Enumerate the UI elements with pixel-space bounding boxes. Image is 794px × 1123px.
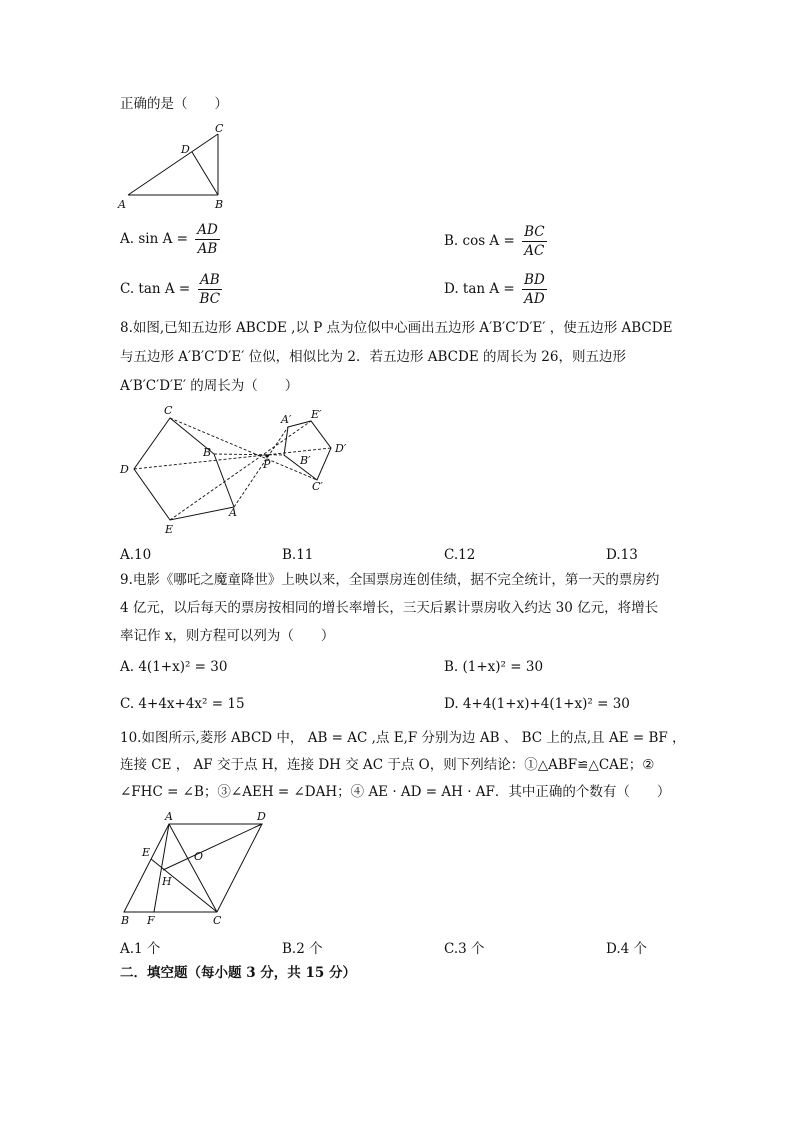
q7-option-b-prefix: B. cos A =: [444, 233, 520, 249]
q10-label-a: A: [165, 810, 173, 823]
q8-stem-line-3: A′B′C′D′E′ 的周长为（ ）: [120, 378, 299, 394]
q8-label-p: P: [263, 458, 271, 471]
q10-option-c[interactable]: C.3 个: [444, 941, 485, 957]
q10-label-h: H: [162, 875, 172, 888]
q10-option-a[interactable]: A.1 个: [120, 941, 161, 957]
q7-label-d: D: [181, 143, 190, 156]
q7-option-d-den: AD: [524, 291, 545, 307]
q7-option-c-num: AB: [198, 271, 223, 290]
q10-label-f: F: [147, 914, 155, 927]
q7-label-b: B: [215, 198, 224, 211]
q8-option-d[interactable]: D.13: [606, 547, 638, 563]
q8-label-e: E: [165, 523, 174, 536]
q8-label-d: D: [120, 463, 129, 476]
section-heading-fill-in: 二．填空题（每小题 3 分，共 15 分）: [120, 965, 356, 981]
q8-option-c[interactable]: C.12: [444, 547, 476, 563]
q7-figure: [110, 118, 240, 214]
q10-label-b: B: [121, 914, 130, 927]
q9-stem-line-2: 4 亿元，以后每天的票房按相同的增长率增长，三天后累计票房收入约达 30 亿元，将增长: [120, 600, 659, 616]
q8-label-b: B: [203, 446, 212, 459]
q8-label-a-prime: A′: [281, 413, 292, 426]
q9-stem-line-3: 率记作 x，则方程可以列为（ ）: [120, 628, 335, 644]
q8-label-c: C: [164, 404, 173, 417]
q7-option-b-num: BC: [524, 224, 545, 240]
q7-option-b[interactable]: [444, 223, 547, 260]
q10-figure: [112, 808, 282, 930]
q8-stem-line-1: 8.如图,已知五边形 ABCDE ,以 P 点为位似中心画出五边形 A′B′C′D′E′ ，使五边形 ABCDE: [120, 320, 673, 336]
q9-option-b[interactable]: B. (1+x)² = 30: [444, 659, 544, 675]
q10-option-b[interactable]: B.2 个: [282, 941, 323, 957]
q7-option-b-den: AC: [524, 243, 545, 259]
q10-stem-line-1: 10.如图所示,菱形 ABCD 中， AB = AC ,点 E,F 分别为边 AB 、 BC 上的点,且 AE = BF ，: [120, 730, 686, 746]
q10-label-d: D: [257, 810, 266, 823]
q7-option-d-prefix: D. tan A =: [444, 281, 520, 297]
q8-option-a[interactable]: A.10: [120, 547, 152, 563]
q10-label-e: E: [142, 846, 151, 859]
q10-label-c: C: [213, 914, 222, 927]
q10-stem-line-2: 连接 CE ， AF 交于点 H，连接 DH 交 AC 于点 O，则下列结论：①△ABF≌△CAE；②: [120, 757, 655, 773]
q7-option-a[interactable]: [120, 221, 220, 258]
q7-option-c[interactable]: [120, 271, 222, 308]
q8-label-e-prime: E′: [311, 408, 322, 421]
q7-option-c-prefix: C. tan A =: [120, 281, 195, 297]
q9-option-c[interactable]: C. 4+4x+4x² = 15: [120, 696, 245, 712]
q7-option-d[interactable]: [444, 271, 547, 308]
q9-option-a[interactable]: A. 4(1+x)² = 30: [120, 659, 228, 675]
q9-stem-line-1: 9.电影《哪吒之魔童降世》上映以来，全国票房连创佳绩，据不完全统计，第一天的票房约: [120, 572, 660, 588]
q7-option-c-den: BC: [199, 291, 221, 307]
q7-label-c: C: [215, 122, 224, 135]
q7-option-a-prefix: A. sin A =: [120, 231, 193, 247]
q7-option-d-num: BD: [524, 272, 545, 288]
q8-stem-line-2: 与五边形 A′B′C′D′E′ 位似，相似比为 2．若五边形 ABCDE 的周长为 26，则五边形: [120, 349, 626, 365]
q8-label-b-prime: B′: [300, 454, 311, 467]
q8-option-b[interactable]: B.11: [282, 547, 314, 563]
q10-label-o: O: [194, 850, 204, 863]
q7-stem-tail: 正确的是（ ）: [120, 96, 228, 112]
q10-stem-line-3: ∠FHC = ∠B；③∠AEH = ∠DAH；④ AE · AD = AH · AF．其中正确的个数有（ ）: [120, 784, 671, 800]
q8-label-a: A: [229, 506, 237, 519]
q7-option-a-num: AD: [197, 222, 218, 238]
q8-figure: [110, 400, 370, 540]
q8-label-d-prime: D′: [335, 442, 347, 455]
q7-label-a: A: [118, 198, 126, 211]
q10-option-d[interactable]: D.4 个: [606, 941, 648, 957]
q7-option-a-den: AB: [197, 241, 218, 257]
q8-label-c-prime: C′: [312, 480, 323, 493]
q9-option-d[interactable]: D. 4+4(1+x)+4(1+x)² = 30: [444, 696, 630, 712]
